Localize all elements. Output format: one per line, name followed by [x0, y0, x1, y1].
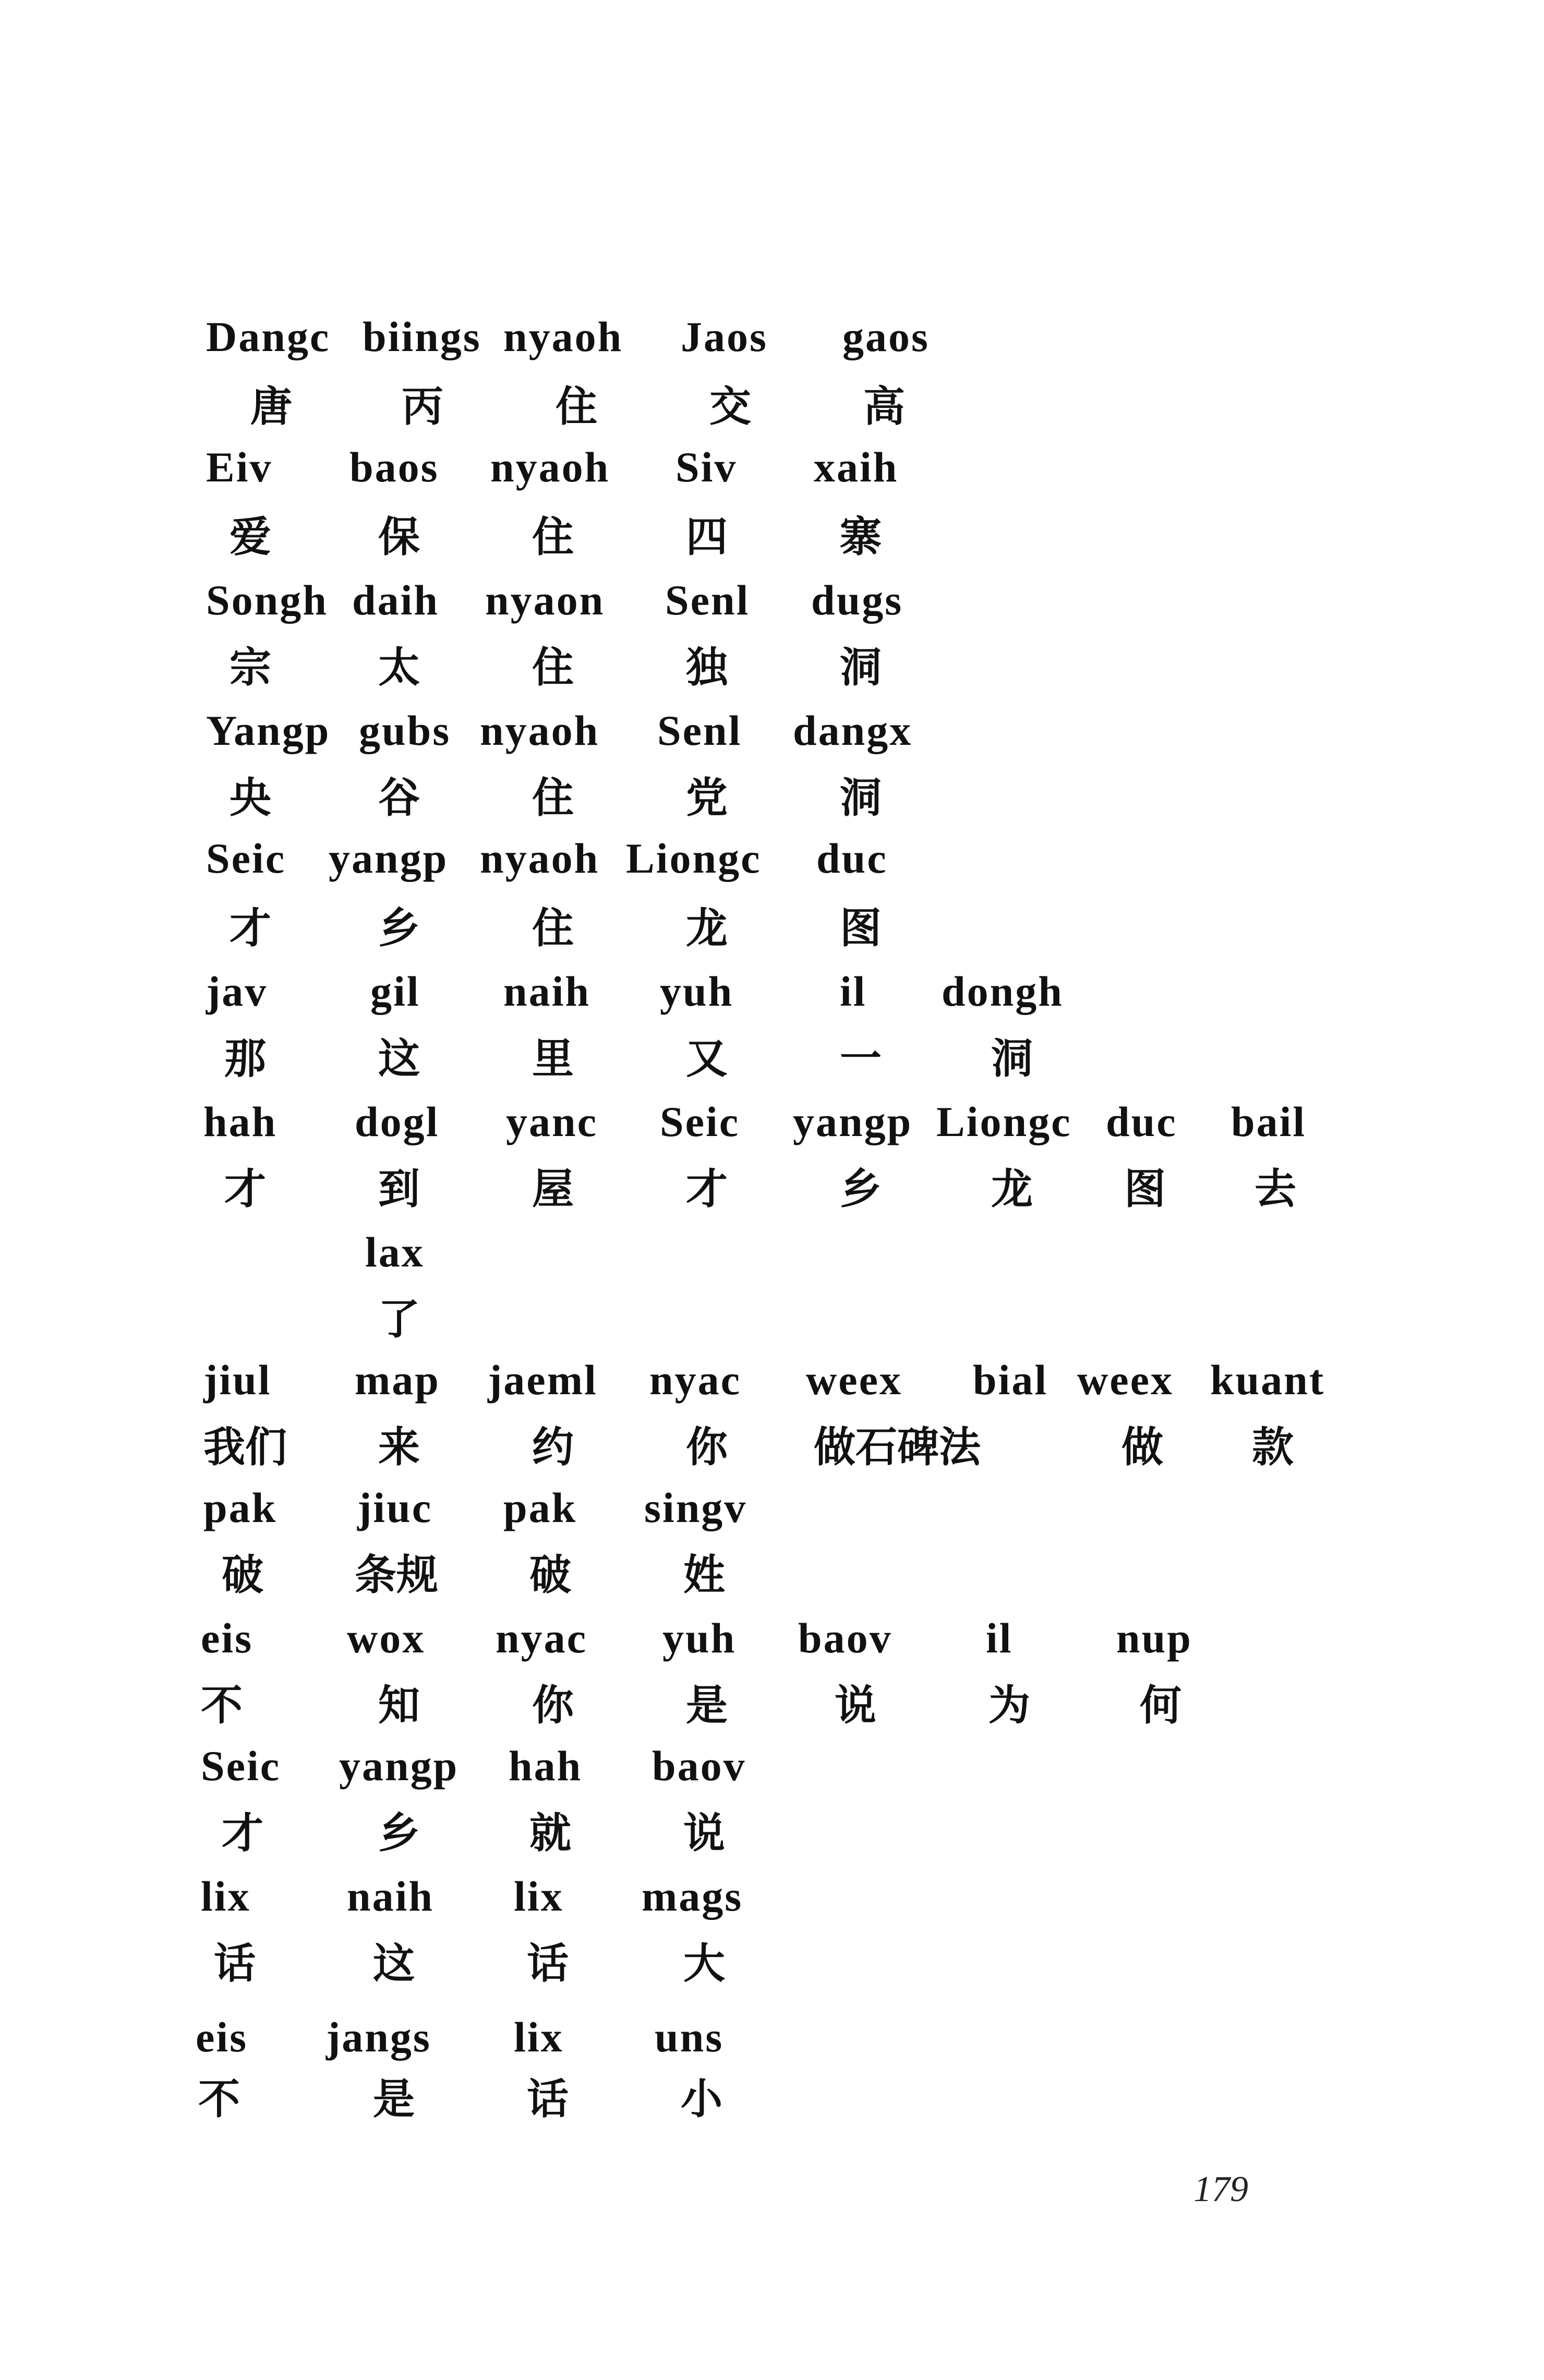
romanized-word: Seic — [201, 1742, 281, 1790]
text-line — [0, 2075, 1544, 2157]
romanized-word: hah — [509, 1742, 583, 1790]
romanized-word: yangp — [329, 835, 449, 882]
romanized-word: duc — [1106, 1098, 1177, 1145]
chinese-gloss: 又 — [686, 1034, 728, 1083]
chinese-gloss: 那 — [224, 1034, 266, 1083]
chinese-gloss: 话 — [214, 1939, 256, 1988]
romanized-word: uns — [655, 2013, 724, 2061]
romanized-word: nyaoh — [480, 835, 600, 882]
romanized-word: jangs — [326, 2013, 431, 2061]
romanized-word: naih — [347, 1872, 434, 1920]
romanized-word: eis — [196, 2013, 248, 2061]
romanized-word: nyac — [496, 1614, 587, 1662]
romanized-word: Jaos — [681, 313, 768, 360]
romanized-word: hah — [203, 1098, 278, 1145]
romanized-word: nyaoh — [480, 707, 600, 754]
chinese-gloss: 小 — [681, 2075, 722, 2123]
chinese-gloss: 爱 — [230, 513, 271, 561]
chinese-gloss: 寨 — [840, 513, 882, 561]
romanized-word: xaih — [814, 443, 899, 491]
chinese-gloss: 这 — [373, 1939, 415, 1988]
romanized-word: Siv — [676, 443, 738, 491]
chinese-gloss: 高 — [863, 382, 905, 431]
romanized-word: lix — [201, 1872, 251, 1920]
chinese-gloss: 说 — [835, 1681, 876, 1730]
chinese-gloss: 说 — [683, 1809, 725, 1857]
romanized-word: gaos — [842, 313, 930, 360]
romanized-word: pak — [203, 1484, 278, 1531]
chinese-gloss: 来 — [378, 1423, 420, 1471]
chinese-gloss: 住 — [556, 382, 597, 431]
chinese-gloss: 知 — [378, 1681, 420, 1730]
chinese-gloss: 款 — [1252, 1423, 1294, 1471]
romanized-word: bail — [1231, 1098, 1307, 1145]
chinese-gloss: 这 — [378, 1034, 420, 1083]
text-line — [0, 1939, 1544, 2021]
chinese-gloss: 龙 — [991, 1165, 1033, 1213]
chinese-gloss: 不 — [198, 2075, 240, 2123]
romanized-word: nyaon — [485, 576, 605, 624]
romanized-word: dugs — [811, 576, 903, 624]
romanized-word: mags — [642, 1872, 743, 1920]
romanized-word: dogl — [355, 1098, 440, 1145]
romanized-word: Seic — [206, 835, 286, 882]
romanized-word: baov — [798, 1614, 892, 1662]
chinese-gloss: 才 — [230, 904, 271, 952]
romanized-word: Liongc — [626, 835, 762, 882]
chinese-gloss: 独 — [686, 643, 728, 692]
romanized-word: lix — [514, 1872, 564, 1920]
chinese-gloss: 你 — [686, 1423, 728, 1471]
romanized-word: dangx — [793, 707, 913, 754]
chinese-gloss: 屋 — [532, 1165, 574, 1213]
romanized-word: jiuc — [357, 1484, 433, 1531]
romanized-word: pak — [503, 1484, 577, 1531]
chinese-gloss: 洞 — [840, 774, 882, 822]
chinese-gloss: 做石碑法 — [814, 1423, 981, 1471]
chinese-gloss: 为 — [988, 1681, 1030, 1730]
text-line — [0, 1228, 1544, 1309]
chinese-gloss: 洞 — [840, 643, 882, 692]
chinese-gloss: 破 — [222, 1551, 263, 1599]
romanized-word: jav — [206, 968, 268, 1015]
chinese-gloss: 太 — [378, 643, 420, 692]
chinese-gloss: 话 — [527, 1939, 569, 1988]
chinese-gloss: 龙 — [686, 904, 728, 952]
chinese-gloss: 乡 — [378, 904, 420, 952]
romanized-word: lix — [514, 2013, 564, 2061]
romanized-word: Senl — [665, 576, 750, 624]
romanized-word: nup — [1116, 1614, 1192, 1662]
romanized-word: Liongc — [936, 1098, 1072, 1145]
chinese-gloss: 约 — [532, 1423, 574, 1471]
chinese-gloss: 党 — [686, 774, 728, 822]
chinese-gloss: 就 — [529, 1809, 571, 1857]
romanized-word: Songh — [206, 576, 328, 624]
romanized-word: lax — [365, 1228, 425, 1276]
chinese-gloss: 洞 — [991, 1034, 1033, 1083]
chinese-gloss: 你 — [532, 1681, 574, 1730]
chinese-gloss: 何 — [1140, 1681, 1181, 1730]
chinese-gloss: 是 — [373, 2075, 415, 2123]
romanized-word: yangp — [339, 1742, 459, 1790]
romanized-word: jiul — [203, 1356, 272, 1404]
romanized-word: map — [355, 1356, 440, 1404]
romanized-word: weex — [806, 1356, 903, 1404]
chinese-gloss: 住 — [532, 774, 574, 822]
romanized-word: yangp — [793, 1098, 913, 1145]
chinese-gloss: 住 — [532, 904, 574, 952]
romanized-word: duc — [816, 835, 888, 882]
chinese-gloss: 才 — [222, 1809, 263, 1857]
romanized-word: dongh — [942, 968, 1064, 1015]
chinese-gloss: 破 — [529, 1551, 571, 1599]
chinese-gloss: 乡 — [378, 1809, 420, 1857]
romanized-word: Yangp — [206, 707, 331, 754]
chinese-gloss: 话 — [527, 2075, 569, 2123]
chinese-gloss: 保 — [378, 513, 420, 561]
chinese-gloss: 乡 — [840, 1165, 882, 1213]
romanized-word: gubs — [359, 707, 451, 754]
text-line — [0, 313, 1544, 394]
romanized-word: il — [840, 968, 867, 1015]
chinese-gloss: 央 — [230, 774, 271, 822]
romanized-word: yuh — [660, 968, 734, 1015]
chinese-gloss: 谷 — [378, 774, 420, 822]
chinese-gloss: 不 — [201, 1681, 243, 1730]
romanized-word: wox — [347, 1614, 426, 1662]
romanized-word: Senl — [657, 707, 742, 754]
romanized-word: Dangc — [206, 313, 331, 360]
romanized-word: eis — [201, 1614, 254, 1662]
chinese-gloss: 才 — [686, 1165, 728, 1213]
chinese-gloss: 到 — [378, 1165, 420, 1213]
chinese-gloss: 图 — [840, 904, 882, 952]
romanized-word: weex — [1077, 1356, 1174, 1404]
chinese-gloss: 我们 — [203, 1423, 287, 1471]
romanized-word: baos — [349, 443, 439, 491]
chinese-gloss: 了 — [378, 1295, 420, 1344]
chinese-gloss: 里 — [532, 1034, 574, 1083]
chinese-gloss: 大 — [683, 1939, 725, 1988]
romanized-word: naih — [503, 968, 590, 1015]
chinese-gloss: 条规 — [355, 1551, 438, 1599]
romanized-word: jaeml — [488, 1356, 598, 1404]
chinese-gloss: 图 — [1124, 1165, 1166, 1213]
romanized-word: bial — [973, 1356, 1048, 1404]
chinese-gloss: 宗 — [230, 643, 271, 692]
romanized-word: Eiv — [206, 443, 273, 491]
romanized-word: nyac — [649, 1356, 741, 1404]
chinese-gloss: 是 — [686, 1681, 728, 1730]
chinese-gloss: 丙 — [402, 382, 443, 431]
romanized-word: nyaoh — [503, 313, 623, 360]
romanized-word: singv — [644, 1484, 747, 1531]
chinese-gloss: 姓 — [683, 1551, 725, 1599]
romanized-word: yuh — [662, 1614, 737, 1662]
romanized-word: yanc — [506, 1098, 598, 1145]
chinese-gloss: 去 — [1254, 1165, 1296, 1213]
romanized-word: kuant — [1210, 1356, 1325, 1404]
romanized-word: il — [986, 1614, 1013, 1662]
chinese-gloss: 四 — [686, 513, 728, 561]
chinese-gloss: 一 — [840, 1034, 882, 1083]
page-number: 179 — [1193, 2169, 1248, 2209]
romanized-word: biings — [363, 313, 481, 360]
chinese-gloss: 住 — [532, 513, 574, 561]
chinese-gloss: 住 — [532, 643, 574, 692]
romanized-word: nyaoh — [490, 443, 610, 491]
romanized-word: gil — [370, 968, 420, 1015]
chinese-gloss: 交 — [709, 382, 751, 431]
romanized-word: daih — [352, 576, 439, 624]
chinese-gloss: 唐 — [250, 382, 292, 431]
romanized-word: baov — [652, 1742, 746, 1790]
romanized-word: Seic — [660, 1098, 740, 1145]
chinese-gloss: 做 — [1121, 1423, 1163, 1471]
chinese-gloss: 才 — [224, 1165, 266, 1213]
